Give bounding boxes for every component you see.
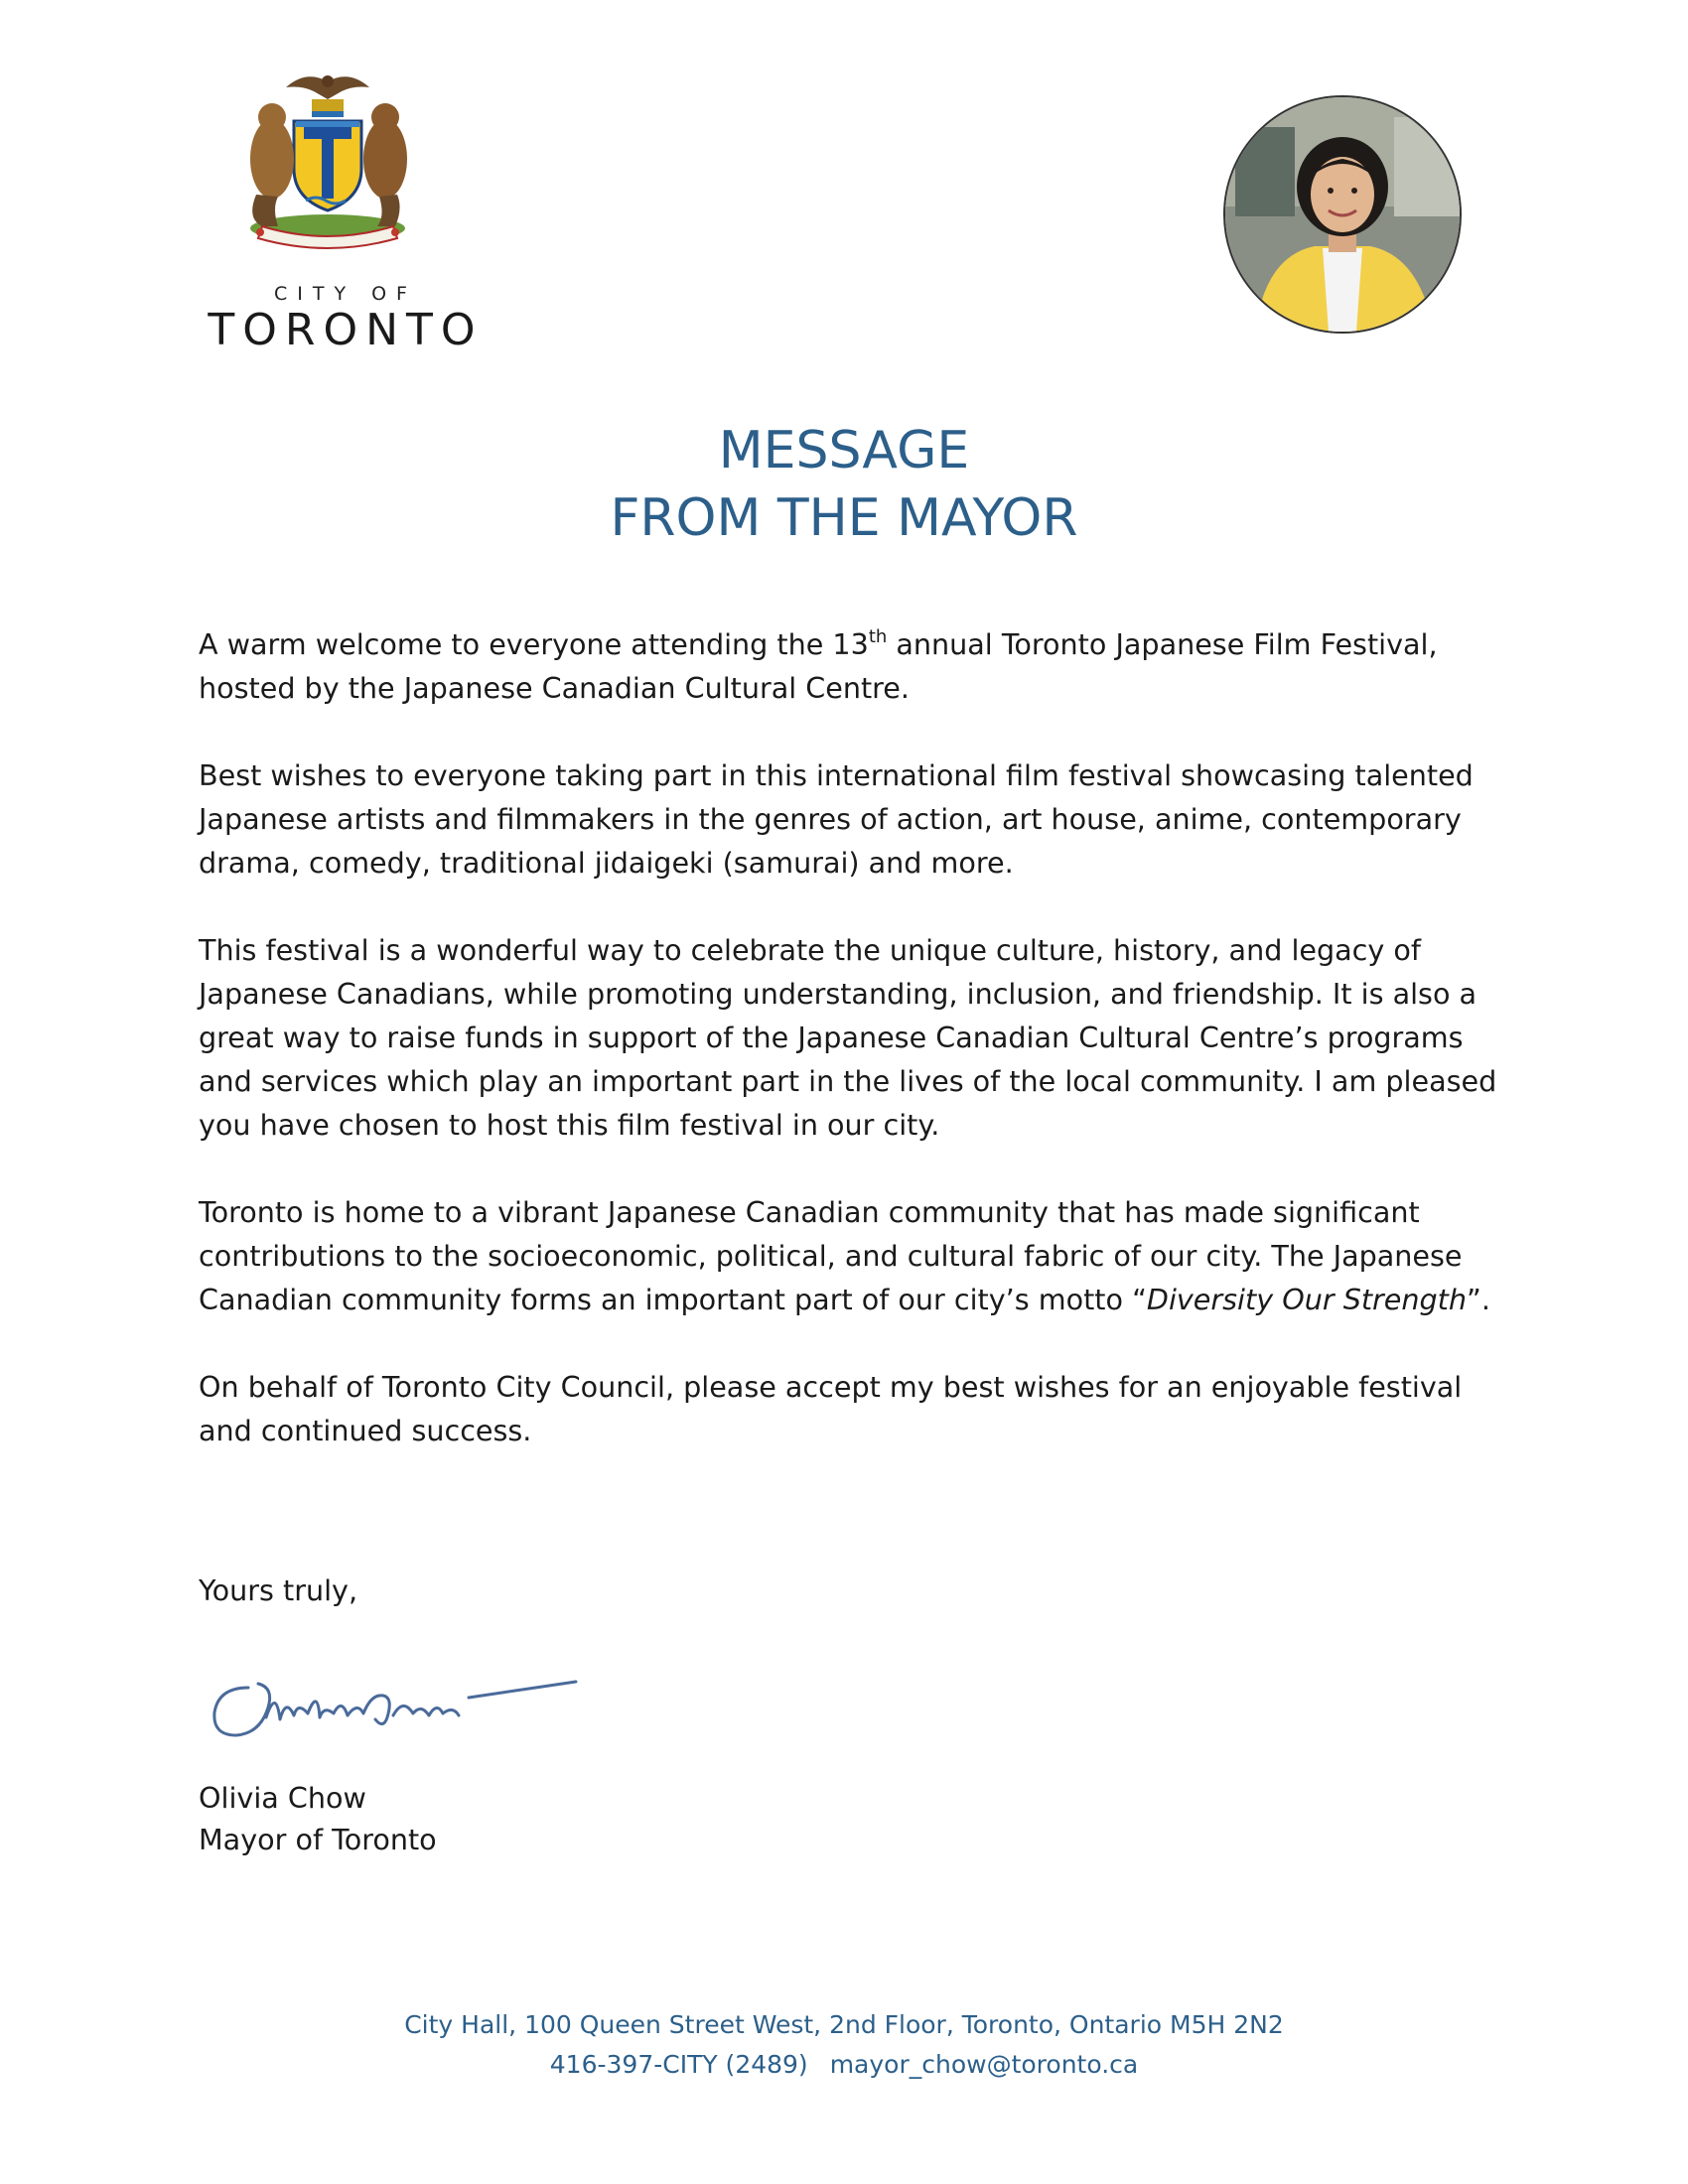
paragraph-1-start: A warm welcome to everyone attending the 13 xyxy=(199,627,869,661)
signer-name: Olivia Chow xyxy=(199,1781,366,1815)
page-title xyxy=(0,417,1688,552)
paragraph-1-end: annual Toronto Japanese Film Festival, hosted by the Japanese Canadian Cultural Centre. xyxy=(199,627,1438,705)
paragraph-2: Best wishes to everyone taking part in this international film festival showcasing talented Japanese artists and filmmakers in the genres of action, art house, anime, contemporary drama, comedy, traditional jidaigeki (samurai) and more. xyxy=(199,758,1474,880)
signer-block xyxy=(199,1777,437,1860)
ordinal-suffix: th xyxy=(868,626,888,647)
title-line-1: MESSAGE xyxy=(718,421,970,480)
title-line-2: FROM THE MAYOR xyxy=(610,488,1078,548)
logo-toronto-text: TORONTO xyxy=(208,305,484,355)
motto-text: Diversity Our Strength xyxy=(1146,1283,1468,1316)
paragraph-3: This festival is a wonderful way to celebrate the unique culture, history, and legacy of Japanese Canadians, while promoting understanding, inclusion, and friendship. It is also a great way to raise funds in support of the Japanese Canadian Cultural Centre’s programs and services which play an important part in the lives of the local community. I am pleased you have chosen to host this film festival in our city. xyxy=(199,933,1497,1142)
letter-body xyxy=(199,622,1499,1496)
footer-contact xyxy=(0,2005,1688,2085)
coat-of-arms-icon xyxy=(226,60,430,263)
footer-phone: 416-397-CITY (2489) xyxy=(549,2050,808,2079)
paragraph-4-end: ”. xyxy=(1467,1283,1490,1316)
paragraph-4 xyxy=(199,1190,1499,1321)
footer-address: City Hall, 100 Queen Street West, 2nd Floor, Toronto, Ontario M5H 2N2 xyxy=(404,2010,1284,2039)
closing-salutation: Yours truly, xyxy=(199,1573,358,1607)
paragraph-1 xyxy=(199,622,1499,710)
handwritten-signature xyxy=(209,1658,586,1747)
logo-city-of-text: CITY OF xyxy=(273,283,417,305)
city-of-toronto-logo xyxy=(197,60,494,355)
paragraph-4-start: Toronto is home to a vibrant Japanese Canadian community that has made significant contributions to the socioeconomic, political, and cultural fabric of our city. The Japanese Canadian community forms an important part of our city’s motto “ xyxy=(199,1195,1463,1316)
footer-contact-line xyxy=(0,2045,1688,2085)
mayor-portrait xyxy=(1223,95,1462,334)
paragraph-5: On behalf of Toronto City Council, please accept my best wishes for an enjoyable festival and continued success. xyxy=(199,1370,1463,1447)
signer-role: Mayor of Toronto xyxy=(199,1823,437,1856)
footer-email[interactable]: mayor_chow@toronto.ca xyxy=(829,2050,1139,2079)
